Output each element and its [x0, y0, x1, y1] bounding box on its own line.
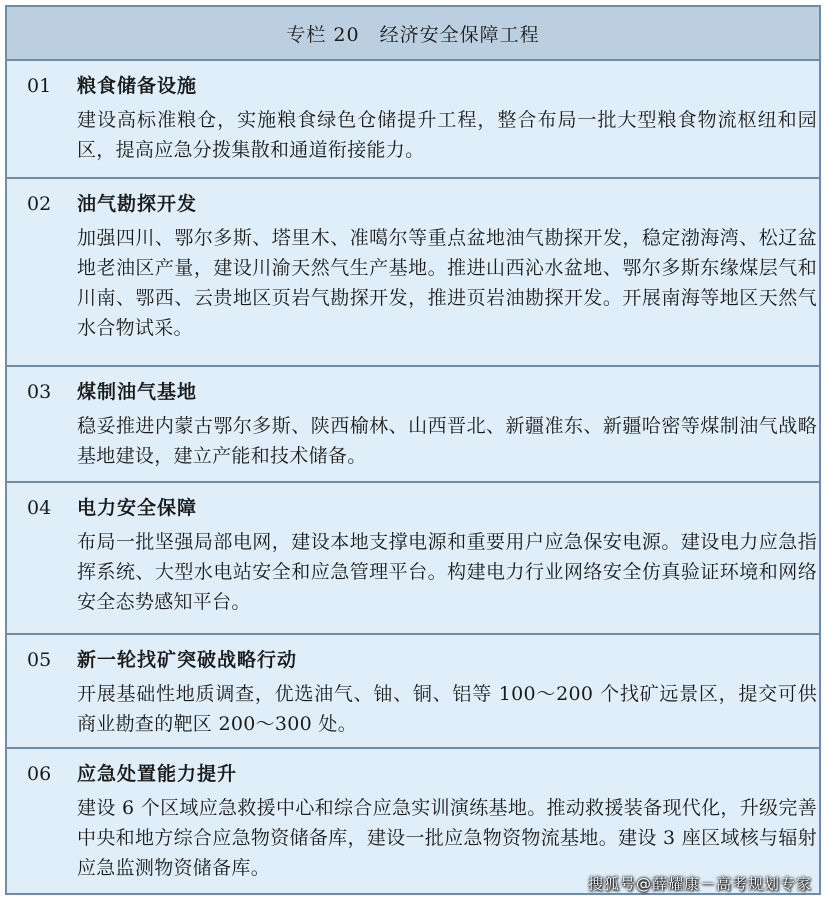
feature-box: [5, 5, 821, 895]
section-body: 开展基础性地质调查，优选油气、铀、铜、铝等 100～200 个找矿远景区，提交可供商业勘查的靶区 200～300 处。: [77, 683, 817, 735]
watermark: 搜狐号@薛耀康－高考规划专家: [587, 875, 812, 893]
section-body: 建设高标准粮仓，实施粮食绿色仓储提升工程，整合布局一批大型粮食物流枢纽和园区，提高应急分拨集散和通道衔接能力。: [77, 109, 817, 161]
box-title: 专栏 20 经济安全保障工程: [7, 7, 819, 61]
section-05: [7, 635, 819, 749]
section-heading: 煤制油气基地: [77, 381, 198, 403]
section-number: 02: [27, 193, 52, 215]
section-01: [7, 61, 819, 179]
section-heading: 粮食储备设施: [77, 75, 198, 97]
section-heading: 电力安全保障: [77, 497, 198, 519]
section-heading: 油气勘探开发: [77, 193, 198, 215]
section-body: 加强四川、鄂尔多斯、塔里木、准噶尔等重点盆地油气勘探开发，稳定渤海湾、松辽盆地老油区产量，建设川渝天然气生产基地。推进山西沁水盆地、鄂尔多斯东缘煤层气和川南、鄂西、云贵地区页岩气勘探开发，推进页岩油勘探开发。开展南海等地区天然气水合物试采。: [77, 227, 817, 339]
section-number: 05: [27, 649, 52, 671]
section-03: [7, 367, 819, 483]
section-number: 01: [27, 75, 52, 97]
section-heading: 应急处置能力提升: [77, 763, 238, 785]
section-number: 03: [27, 381, 52, 403]
section-body: 稳妥推进内蒙古鄂尔多斯、陕西榆林、山西晋北、新疆准东、新疆哈密等煤制油气战略基地建设，建立产能和技术储备。: [77, 415, 817, 467]
section-body: 建设 6 个区域应急救援中心和综合应急实训演练基地。推动救援装备现代化，升级完善中央和地方综合应急物资储备库，建设一批应急物资物流基地。建设 3 座区域核与辐射应急监测物资储备库。: [77, 797, 817, 879]
section-04: [7, 483, 819, 635]
section-02: [7, 179, 819, 367]
section-heading: 新一轮找矿突破战略行动: [77, 649, 298, 671]
section-number: 04: [27, 497, 52, 519]
section-number: 06: [27, 763, 52, 785]
section-body: 布局一批坚强局部电网，建设本地支撑电源和重要用户应急保安电源。建设电力应急指挥系统、大型水电站安全和应急管理平台。构建电力行业网络安全仿真验证环境和网络安全态势感知平台。: [77, 531, 817, 613]
